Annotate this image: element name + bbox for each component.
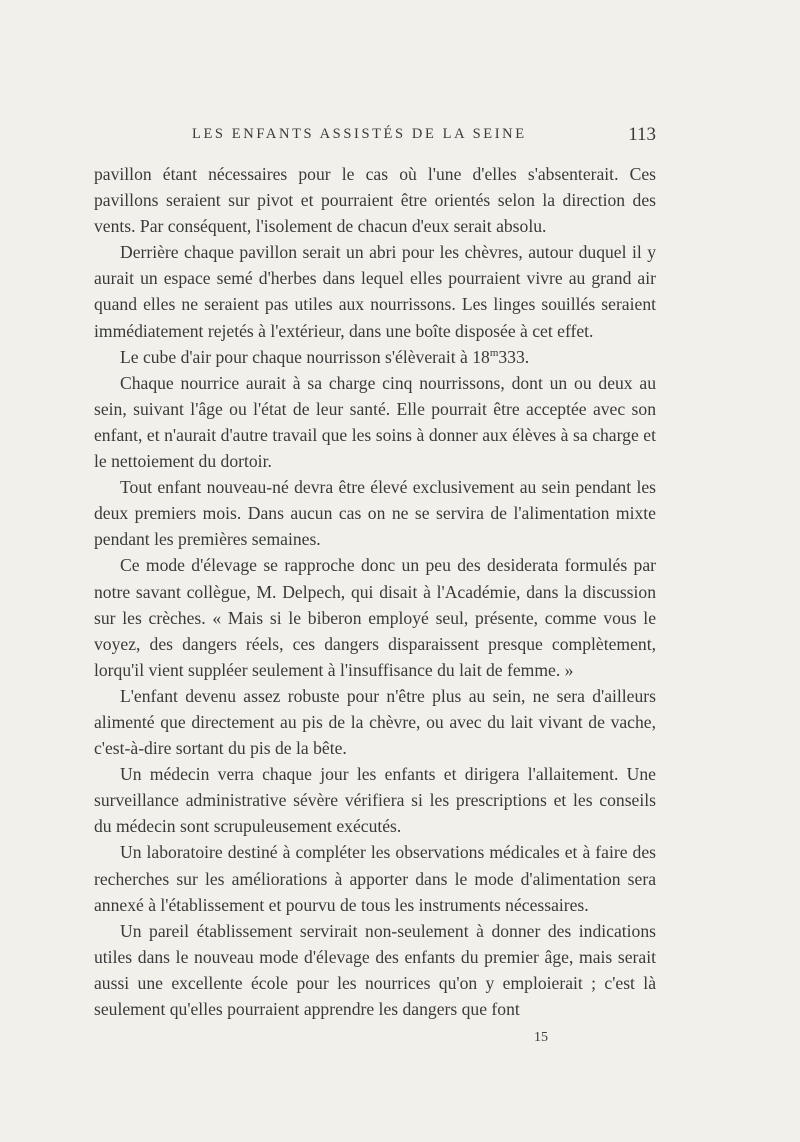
paragraph: Derrière chaque pavillon serait un abri pour les chèvres, autour duquel il y aurait un espace semé d'herbes dans lequel elles pourraient vivre au grand air quand elles ne seraient pas utiles aux nourrissons. Les linges souillés seraient immédiatement rejetés à l'extérieur, dans une boîte disposée à cet effet. [94,242,656,341]
paragraph: pavillon étant nécessaires pour le cas où l'une d'elles s'absenterait. Ces pavillons seraient sur pivot et pourraient être orientés selon la direction des vents. Par conséquent, l'isolement de chacun d'eux serait absolu. [94,164,656,237]
paragraph: Tout enfant nouveau-né devra être élevé exclusivement au sein pendant les deux premiers mois. Dans aucun cas on ne se servira de l'alimentation mixte pendant les premières semaines. [94,477,656,550]
paragraph: Un pareil établissement servirait non-seulement à donner des indications utiles dans le nouveau mode d'élevage des enfants du premier âge, mais serait aussi une excellente école pour les nourrices qu'on y emploierait ; c'est là seulement qu'elles pourraient apprendre les dangers que font [94,920,656,1019]
paragraph [94,344,656,370]
unit-superscript: m [489,346,499,359]
paragraph-text: Le cube d'air pour chaque nourrisson s'élèverait à 18 [120,346,490,367]
paragraph: Un laboratoire destiné à compléter les observations médicales et à faire des recherches sur les améliorations à apporter dans le mode d'alimentation sera annexé à l'établissement et pourvu de tous les instruments nécessaires. [94,842,656,915]
paragraph-text: 333. [498,346,530,367]
paragraph: Ce mode d'élevage se rapproche donc un peu des desiderata formulés par notre savant collègue, M. Delpech, qui disait à l'Académie, dans la discussion sur les crèches. « Mais si le biberon employé seul, présente, comme vous le voyez, des dangers réels, ces dangers disparaissent presque complètement, lorqu'il vient suppléer seulement à l'insuffisance du lait de femme. » [94,555,656,680]
running-title: LES ENFANTS ASSISTÉS DE LA SEINE [192,126,527,142]
paragraph: L'enfant devenu assez robuste pour n'être plus au sein, ne sera d'ailleurs alimenté que directement au pis de la chèvre, ou avec du lait vivant de vache, c'est-à-dire sortant du pis de la bête. [94,685,656,759]
signature-mark: 15 [534,1030,548,1045]
page-header [94,124,656,154]
body-text [94,161,656,1022]
paragraph: Chaque nourrice aurait à sa charge cinq nourrissons, dont un ou deux au sein, suivant l'âge ou l'état de leur santé. Elle pourrait être acceptée avec son enfant, et n'aurait d'autre travail que les soins à donner aux élèves à sa charge et le nettoiement du dortoir. [94,372,656,472]
paragraph: Un médecin verra chaque jour les enfants et dirigera l'allaitement. Une surveillance administrative sévère vérifiera si les prescriptions et les conseils du médecin sont scrupuleusement exécutés. [94,764,656,837]
page-number: 113 [628,124,656,145]
